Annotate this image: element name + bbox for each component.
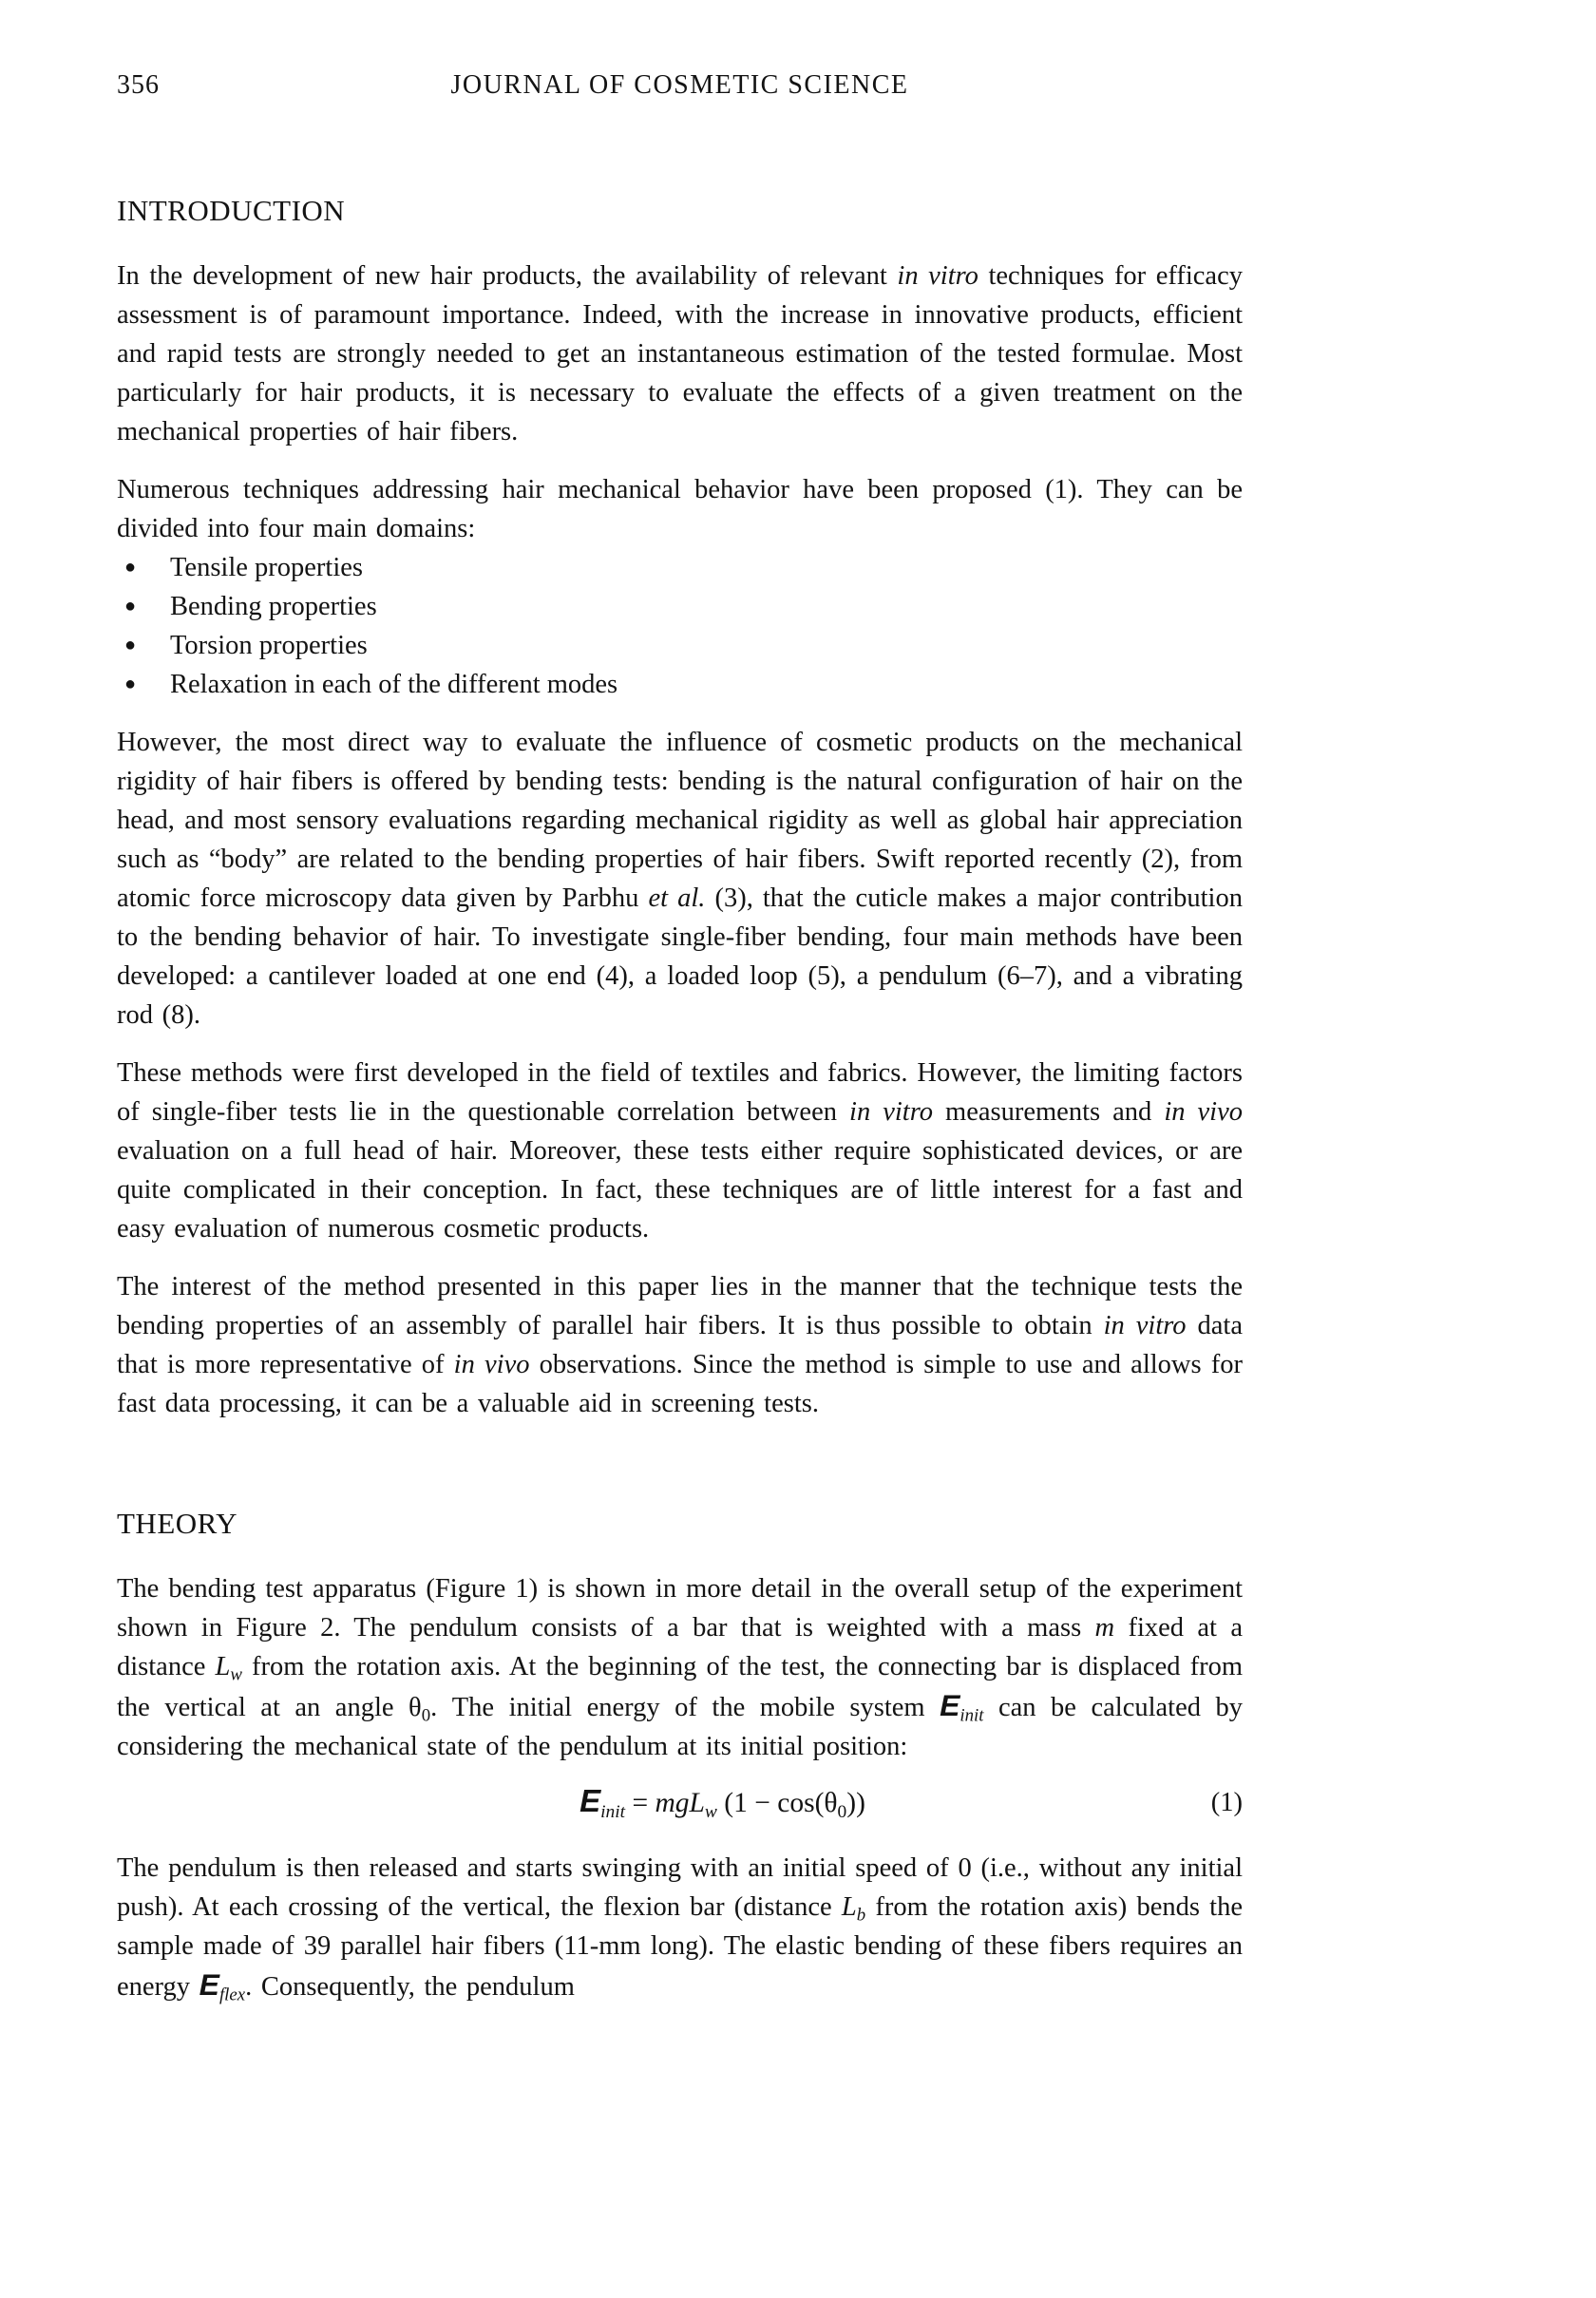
text-run: Numerous techniques addressing hair mechanical behavior have been proposed (1). They can be divided into four main domains:	[117, 475, 1243, 543]
journal-running-title: JOURNAL OF COSMETIC SCIENCE	[450, 70, 909, 100]
text-run: The bending test apparatus (Figure 1) is shown in more detail in the overall setup of the experiment shown in Figure 2. The pendulum consists of a bar that is weighted with a mass	[117, 1574, 1243, 1643]
text-run: from the rotation axis. At the beginning of the test, the connecting bar is displaced from the vertical at an angle θ	[117, 1652, 1243, 1722]
bullet-label: Torsion properties	[170, 631, 368, 660]
text-run: The pendulum is then released and starts swinging with an initial speed of 0 (i.e., without any initial push). At each crossing of the vertical, the flexion bar (distance	[117, 1853, 1243, 1922]
intro-paragraph-3	[117, 723, 1243, 1035]
text-run: The interest of the method presented in this paper lies in the manner that the technique tests the bending properties of an assembly of parallel hair fibers. It is thus possible to obtain	[117, 1272, 1243, 1340]
text-run: However, the most direct way to evaluate the influence of cosmetic products on the mechanical rigidity of hair fibers is offered by bending tests: bending is the natural configuration of hair on the head, and most sensory evaluations regarding mechanical rigidity as well as global hair appreciation such as “body” are related to the bending properties of hair fibers. Swift reported recently (2), from atomic force microscopy data given by Parbhu	[117, 728, 1243, 913]
bullet-label: Tensile properties	[170, 553, 363, 582]
text-run: in vitro	[897, 261, 978, 291]
text-run: ))	[846, 1788, 865, 1818]
text-run: . The initial energy of the mobile system	[430, 1693, 940, 1722]
intro-paragraph-4	[117, 1054, 1243, 1248]
text-run: These methods were first developed in the field of textiles and fabrics. However, the limiting factors of single-fiber tests lie in the questionable correlation between	[117, 1058, 1243, 1127]
bullet-icon: ●	[124, 596, 137, 617]
text-run: E	[940, 1688, 960, 1722]
bullet-item-torsion	[117, 626, 1243, 665]
theory-paragraph-1	[117, 1569, 1243, 1766]
bullet-label: Bending properties	[170, 592, 377, 621]
bullet-icon: ●	[124, 674, 137, 694]
bullet-icon: ●	[124, 557, 137, 578]
text-run: (1 − cos(θ	[716, 1788, 838, 1818]
text-run: L	[841, 1892, 857, 1922]
intro-paragraph-1	[117, 256, 1243, 451]
text-run: . Consequently, the pendulum	[245, 1972, 575, 2002]
text-run: In the development of new hair products, the availability of relevant	[117, 261, 898, 291]
intro-paragraph-2	[117, 470, 1243, 548]
page-header	[117, 70, 1243, 110]
domain-list	[117, 548, 1243, 704]
page-number: 356	[117, 70, 160, 100]
text-run: in vivo	[1164, 1097, 1243, 1127]
bullet-item-relaxation	[117, 665, 1243, 704]
theory-paragraph-2	[117, 1849, 1243, 2006]
bullet-item-tensile	[117, 548, 1243, 587]
text-run: (3), that the cuticle makes a major contribution to the bending behavior of hair. To investigate single-fiber bending, four main methods have been developed: a cantilever loaded at one end (4), a loaded loop (5), a pendulum (6–7), and a vibrating rod (8).	[117, 883, 1243, 1030]
text-run: measurements and	[933, 1097, 1165, 1127]
equation-body	[160, 1781, 1285, 1824]
text-run: fixed at a distance	[117, 1613, 1243, 1681]
text-run: w	[704, 1801, 717, 1822]
text-run: E	[199, 1967, 219, 2002]
text-run: in vivo	[453, 1350, 530, 1379]
text-run: observations. Since the method is simple to use and allows for fast data processing, it can be a valuable aid in screening tests.	[117, 1350, 1243, 1418]
text-run: L	[215, 1652, 231, 1681]
text-run: in vitro	[849, 1097, 934, 1127]
text-run: w	[230, 1664, 242, 1685]
text-run: mgL	[655, 1788, 705, 1818]
text-run: evaluation on a full head of hair. Moreover, these tests either require sophisticated devices, or are quite complicated in their conception. In fact, these techniques are of little interest for a fast and easy evaluation of numerous cosmetic products.	[117, 1136, 1243, 1244]
section-heading-theory: THEORY	[117, 1507, 238, 1540]
text-run: init	[600, 1801, 626, 1822]
equation-1	[117, 1781, 1243, 1824]
intro-paragraph-5	[117, 1267, 1243, 1423]
text-run: =	[625, 1788, 656, 1818]
text-run: m	[1094, 1613, 1115, 1643]
text-run: init	[960, 1705, 984, 1726]
section-heading-introduction: INTRODUCTION	[117, 194, 346, 227]
equation-number: (1)	[1210, 1788, 1243, 1817]
bullet-item-bending	[117, 587, 1243, 626]
text-run: 0	[421, 1705, 431, 1726]
text-run: b	[856, 1905, 866, 1926]
text-run: techniques for efficacy assessment is of paramount importance. Indeed, with the increase in innovative products, efficient and rapid tests are strongly needed to get an instantaneous estimation of the tested formulae. Most particularly for hair products, it is necessary to evaluate the effects of a given treatment on the mechanical properties of hair fibers.	[117, 261, 1243, 446]
text-run: data that is more representative of	[117, 1311, 1243, 1379]
text-run: et al.	[648, 883, 706, 913]
text-run: from the rotation axis) bends the sample made of 39 parallel hair fibers (11-mm long). The elastic bending of these fibers requires an energy	[117, 1892, 1243, 2002]
bullet-icon: ●	[124, 635, 137, 655]
text-run: 0	[837, 1801, 847, 1822]
text-run: in vitro	[1103, 1311, 1187, 1340]
text-run: E	[580, 1784, 601, 1819]
text-run: can be calculated by considering the mechanical state of the pendulum at its initial position:	[117, 1693, 1243, 1761]
text-run: flex	[218, 1985, 246, 2005]
bullet-label: Relaxation in each of the different modes	[170, 670, 618, 699]
